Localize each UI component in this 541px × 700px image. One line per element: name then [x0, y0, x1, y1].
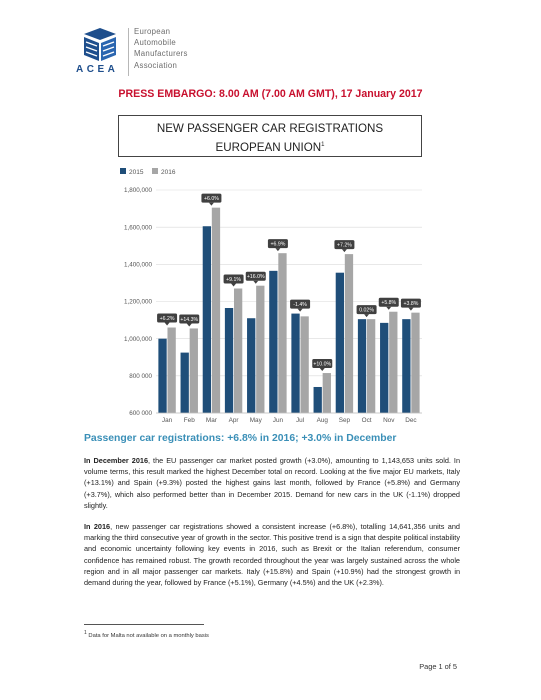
paragraph-december	[84, 455, 460, 511]
logo-association-name	[134, 26, 188, 71]
y-tick-label: 1,200,000	[123, 298, 152, 306]
paragraph-text: , new passenger car registrations showed a consistent increase (+6.8%), totalling 14,641,356 units and marking the third consecutive year of growth in the sector. This positive trend is a sign that despite political instability and economic uncertainty following key events in 2016, such as Brexit or the Italian referendum, consumer confidence has remained robust. The growth recorded throughout the year was largely sustained across the whole region and in all major passenger car markets. Italy (+15.8%) and Spain (+10.9%) had the strongest growth in demand during the year, followed by France (+5.1%), Germany (+4.5%) and the UK (+2.3%).	[84, 522, 460, 588]
bar-2015	[314, 387, 322, 413]
change-label-pointer	[275, 248, 280, 251]
acea-logo	[76, 26, 226, 82]
x-tick-label: Aug	[316, 417, 328, 424]
y-tick-label: 800 000	[129, 373, 152, 381]
y-tick-label: 1,400,000	[123, 261, 152, 269]
x-tick-label: Nov	[383, 417, 395, 424]
change-label: +16.0%	[246, 274, 265, 281]
bar-2015	[402, 319, 410, 413]
bar-2016	[256, 286, 264, 413]
change-label-pointer	[320, 368, 325, 371]
bar-2016	[367, 319, 375, 413]
y-tick-label: 1,600,000	[123, 224, 152, 232]
change-label: +6.2%	[159, 315, 175, 322]
change-label: +6.0%	[203, 196, 219, 203]
x-tick-label: Oct	[361, 417, 372, 424]
footnote-mark: 1	[321, 142, 325, 148]
bar-2016	[389, 312, 397, 413]
change-label-pointer	[165, 323, 170, 326]
legend-label: 2016	[161, 169, 176, 176]
footnote-number: 1	[84, 630, 87, 636]
change-label-pointer	[253, 281, 258, 284]
bar-2015	[181, 353, 189, 413]
x-tick-label: Apr	[228, 417, 239, 424]
change-label-pointer	[342, 249, 347, 252]
bar-2016	[190, 328, 198, 413]
bar-2016	[411, 313, 419, 413]
logo-line: Association	[134, 60, 178, 70]
x-tick-label: May	[249, 417, 262, 424]
title-line-1: NEW PASSENGER CAR REGISTRATIONS	[156, 122, 384, 135]
registrations-bar-chart	[112, 160, 432, 425]
title-line-2	[119, 137, 421, 156]
change-label-pointer	[386, 307, 391, 310]
change-label-pointer	[187, 323, 192, 326]
logo-line: Manufacturers	[134, 49, 188, 59]
bar-2015	[336, 273, 344, 413]
paragraph-text: , the EU passenger car market posted growth (+3.0%), amounting to 1,143,653 units sold. In volume terms, this result marked the highest December total on record. Looking at the five major EU markets, Italy (+13.1%) and Spain (+9.3%) posted the highest gains last month, followed by France (+5.8%) and Germany (+3.7%), which also performed better than in December 2015. Demand for new cars in the UK (-1.1%) dropped slightly.	[84, 456, 461, 510]
logo-divider	[128, 28, 129, 76]
y-tick-label: 600 000	[129, 410, 152, 418]
logo-line: Automobile	[134, 38, 177, 48]
change-label-pointer	[209, 203, 214, 206]
title-line-2-text: EUROPEAN UNION	[215, 140, 322, 154]
footnote	[84, 630, 209, 639]
y-tick-label: 1,000,000	[123, 335, 152, 343]
bar-2016	[212, 208, 220, 413]
y-tick-label: 1,800,000	[123, 187, 152, 195]
paragraph-lead: In 2016	[84, 522, 111, 531]
change-label: +5.8%	[381, 300, 397, 307]
change-label: -1.4%	[293, 301, 307, 308]
paragraph-lead: In December 2016	[84, 456, 149, 465]
bar-2015	[269, 271, 277, 413]
bar-2016	[167, 328, 175, 413]
footnote-text: Data for Malta not available on a monthly basis	[88, 632, 209, 639]
paragraph-year	[84, 521, 460, 588]
x-tick-label: Sep	[338, 417, 351, 424]
legend-swatch	[120, 168, 126, 174]
x-tick-label: Jun	[272, 417, 284, 424]
logo-line: European	[134, 27, 171, 36]
footnote-rule	[84, 624, 204, 625]
change-label: +10.0%	[313, 361, 332, 368]
release-title	[118, 115, 422, 157]
legend-label: 2015	[129, 169, 144, 176]
acea-cube-icon	[80, 28, 120, 62]
bar-2016	[300, 316, 308, 413]
bar-2015	[291, 314, 299, 413]
change-label: +9.1%	[226, 276, 242, 283]
bar-2015	[225, 308, 233, 413]
change-label: +14.3%	[180, 316, 199, 323]
change-label: +6.9%	[270, 241, 286, 248]
change-label: +7.2%	[336, 242, 352, 249]
bar-2016	[278, 253, 286, 413]
x-tick-label: Mar	[205, 417, 217, 424]
bar-2016	[345, 254, 353, 413]
bar-2015	[203, 226, 211, 413]
bar-2016	[323, 373, 331, 413]
x-tick-label: Feb	[183, 417, 195, 424]
bar-2015	[158, 339, 166, 413]
change-label: +3.8%	[403, 301, 419, 308]
bar-2015	[380, 323, 388, 413]
change-label-pointer	[364, 314, 369, 317]
bar-2016	[234, 288, 242, 413]
x-tick-label: Jan	[161, 417, 173, 424]
change-label: 0.02%	[359, 307, 374, 314]
page-number: Page 1 of 5	[419, 662, 457, 671]
logo-acronym: ACEA	[76, 64, 119, 75]
x-tick-label: Jul	[295, 417, 305, 424]
change-label-pointer	[298, 309, 303, 312]
change-label-pointer	[408, 308, 413, 311]
section-heading: Passenger car registrations: +6.8% in 2016; +3.0% in December	[84, 433, 397, 444]
legend-swatch	[152, 168, 158, 174]
change-label-pointer	[231, 283, 236, 286]
press-embargo: PRESS EMBARGO: 8.00 AM (7.00 AM GMT), 17 January 2017	[118, 88, 423, 100]
bar-2015	[247, 318, 255, 413]
bar-2015	[358, 319, 366, 413]
x-tick-label: Dec	[405, 417, 417, 424]
